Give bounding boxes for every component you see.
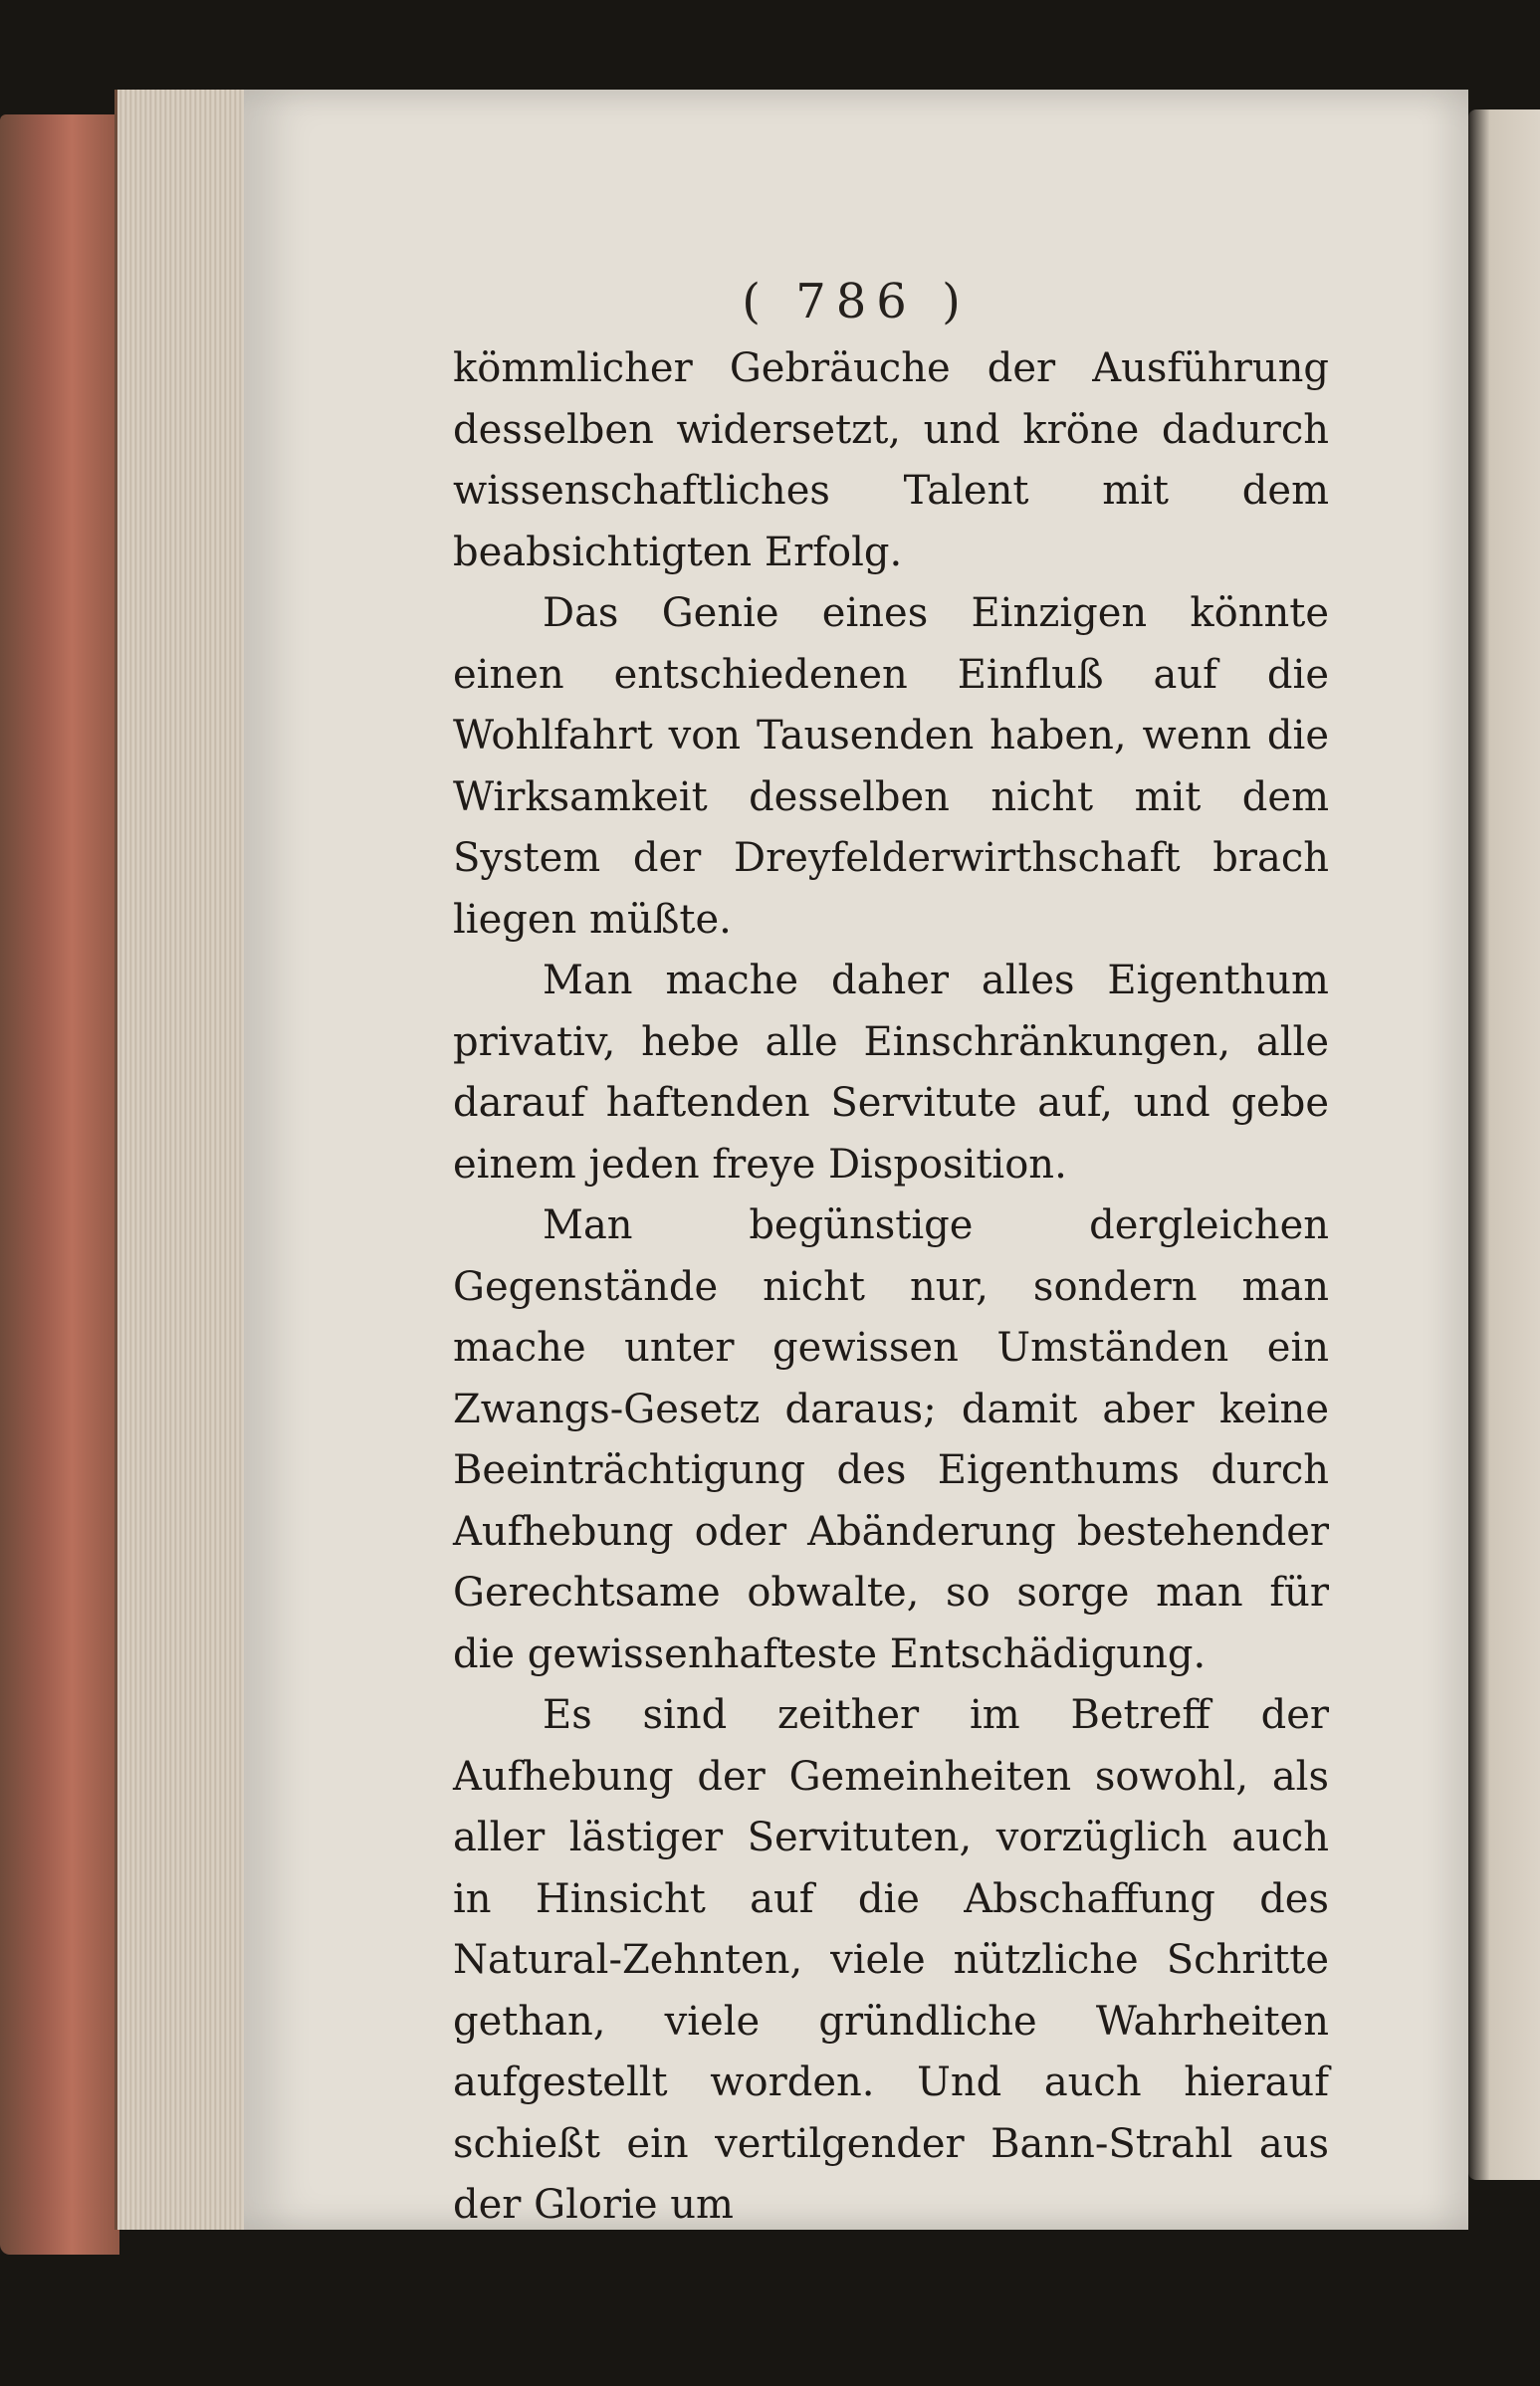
- page-body: [453, 338, 1329, 2237]
- page-stack: [114, 90, 247, 2230]
- book-page: [244, 90, 1468, 2230]
- paragraph-3: Man mache daher alles Eigenthum privativ, hebe alle Einschränkungen, alle darauf haftenden Servitute auf, und gebe einem jeden freye Disposition.: [453, 958, 1329, 1188]
- book-edge: [0, 114, 119, 2255]
- facing-page-edge: [1468, 109, 1540, 2180]
- paragraph-4: Man begünstige dergleichen Gegenstände nicht nur, sondern man mache unter gewissen Umständen ein Zwangs-Gesetz daraus; damit aber keine Beeinträchtigung des Eigenthums durch Aufhebung oder Abänderung bestehender Gerechtsame obwalte, so sorge man für die gewissenhafteste Entschädigung.: [453, 1202, 1329, 1677]
- paragraph-1: kömmlicher Gebräuche der Ausführung desselben widersetzt, und kröne dadurch wissenschaftliches Talent mit dem beabsichtigten Erfolg.: [453, 345, 1329, 575]
- paragraph-5: Es sind zeither im Betreff der Aufhebung der Gemeinheiten sowohl, als aller lästiger Servituten, vorzüglich auch in Hinsicht auf die Abschaffung des Natural-Zehnten, viele nützliche Schritte gethan, viele gründliche Wahrheiten aufgestellt worden. Und auch hierauf schießt ein vertilgender Bann-Strahl aus der Glorie um: [453, 1692, 1329, 2228]
- paragraph-2: Das Genie eines Einzigen könnte einen entschiedenen Einfluß auf die Wohlfahrt von Tausenden haben, wenn die Wirksamkeit desselben nicht mit dem System der Dreyfelderwirthschaft brach liegen müßte.: [453, 590, 1329, 943]
- page-number: ( 786 ): [742, 274, 971, 329]
